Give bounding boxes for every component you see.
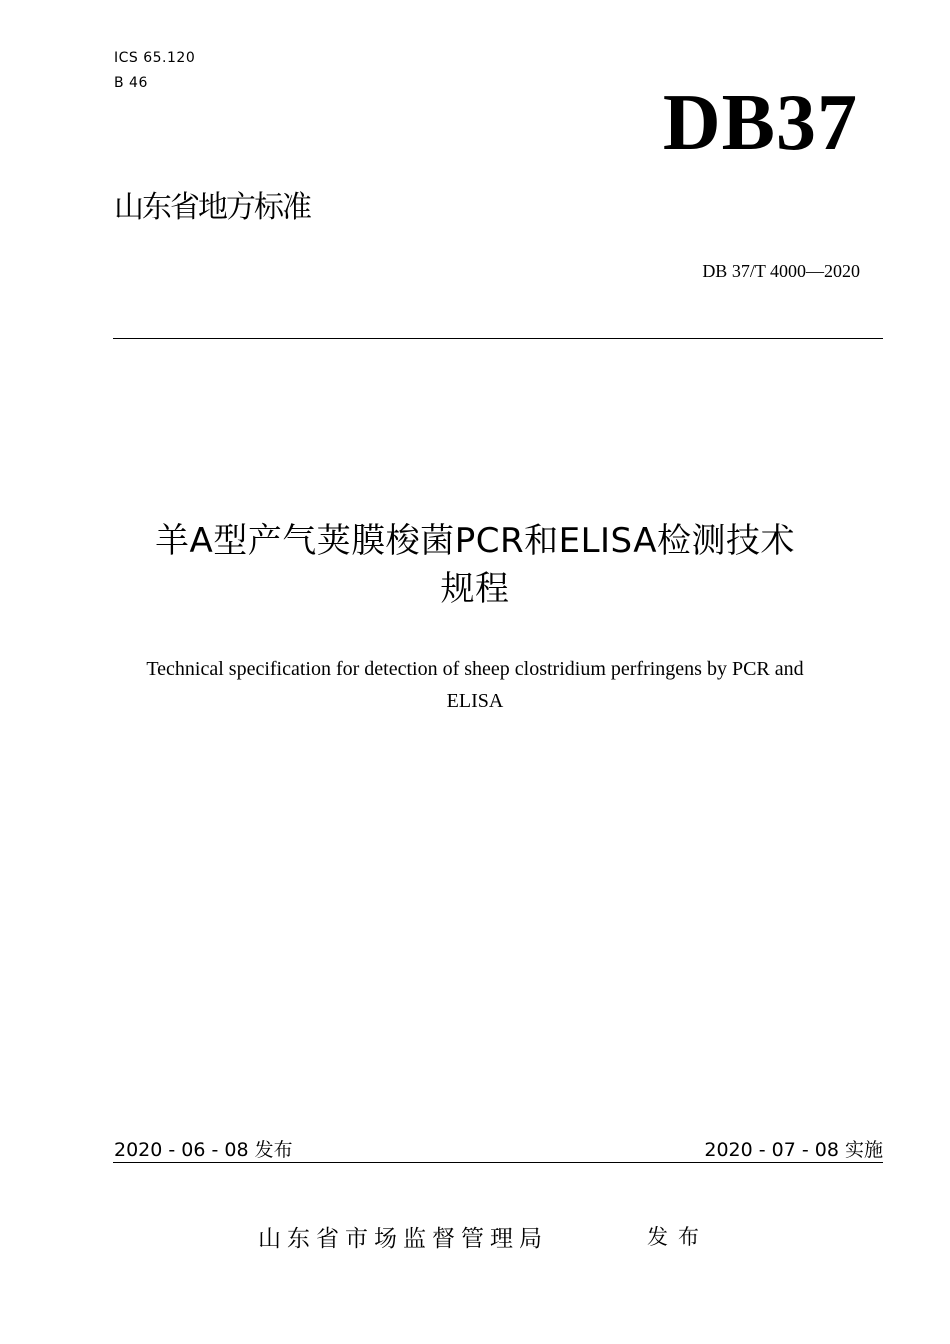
title-english: [80, 653, 870, 717]
standard-type: 山东省地方标准: [114, 190, 310, 225]
ics-code: ICS 65.120: [114, 50, 196, 66]
issue-date: 2020 - 06 - 08 发布: [114, 1139, 293, 1161]
title-chinese: [60, 517, 890, 613]
title-chinese-line-1: 羊A型产气荚膜梭菌PCR和ELISA检测技术: [154, 521, 796, 561]
title-english-line-1: Technical specification for detection of sheep clostridium perfringens by PCR and: [146, 658, 804, 680]
issue-label: 发布: [647, 1225, 709, 1249]
header-divider: [113, 338, 883, 339]
standard-number: DB 37/T 4000—2020: [702, 261, 860, 281]
ccs-code: B 46: [114, 75, 148, 91]
footer-divider: [113, 1162, 883, 1163]
implementation-date: 2020 - 07 - 08 实施: [704, 1139, 883, 1161]
issuing-authority: 山东省市场监督管理局: [258, 1226, 548, 1252]
title-chinese-line-2: 规程: [440, 569, 510, 609]
title-english-line-2: ELISA: [446, 690, 504, 712]
standard-code-logo: DB37: [662, 79, 858, 167]
